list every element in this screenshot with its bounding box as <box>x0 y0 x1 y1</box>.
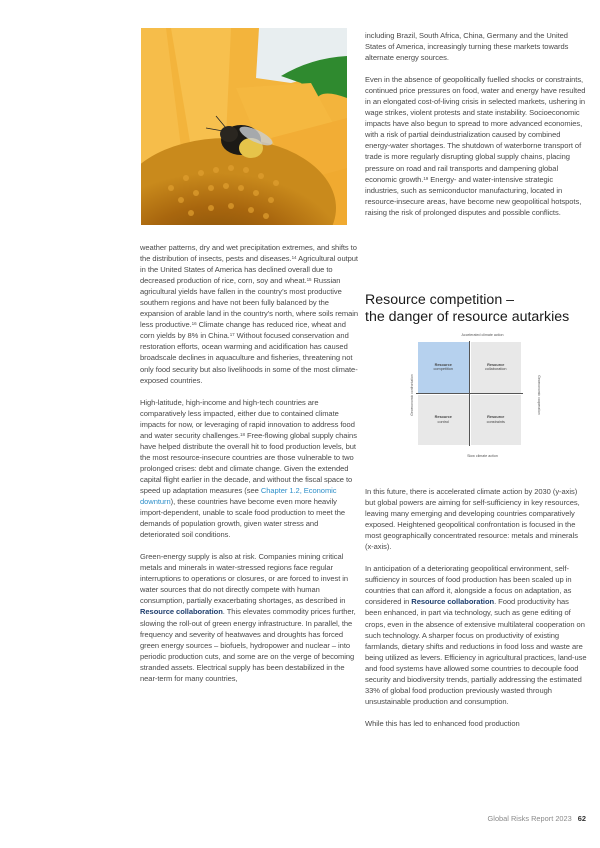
right-column-top <box>365 30 587 229</box>
axis-label-bottom: Slow climate action <box>467 454 498 458</box>
quadrant-resource-constraints: Resource constraints <box>471 395 522 446</box>
section-heading: Resource competition – the danger of resource autarkies <box>365 292 570 325</box>
resource-collaboration-link[interactable]: Resource collaboration <box>411 597 495 607</box>
footnote-ref[interactable]: 16 <box>191 321 197 327</box>
body-paragraph: Green-energy supply is also at risk. Companies mining critical metals and minerals in water-stressed regions face regular interruptions to operations or closures, or are forced to invest in water sources that do not directly compete with human consumption, partially exacerbating shortages, as described in Resource collaboration. This elevates commodity prices further, slowing the roll-out of green energy infrastructure. In parallel, the frequency and severity of heatwaves and droughts has forced green energy sources – biofuels, hydropower and nuclear – into periodic production cuts, and some are on the verge of becoming stranded assets. Electrical supply has been destabilized in the near-term for many countries, <box>140 552 356 683</box>
body-paragraph: including Brazil, South Africa, China, Germany and the United States of America, increasingly turning these markets towards alternate energy sources. <box>365 31 569 63</box>
footnote-ref[interactable]: 17 <box>229 332 235 338</box>
body-paragraph: In anticipation of a deteriorating geopolitical environment, self-sufficiency in sources of food production has been scaled up in countries that can afford it, alongside a focus on adaptation, as considered in Resource collaboration. Food productivity has been enhanced, in part via technology, such as gene editing of crops, even in the absence of extensive multilateral cooperation on such technology. A sharper focus on productivity of existing farmlands, dietary shifts and reductions in food loss and waste are being utilized as levers. Efficiency in agricultural practices, land-use and food systems have allowed some countries to decouple food security and biodiversity trends, partially addressing the estimated 33% of global food production previously wasted through unsustainable production and consumption. <box>365 564 587 706</box>
body-paragraph: While this has led to enhanced food production <box>365 718 520 728</box>
footnote-ref[interactable]: 15 <box>306 277 312 283</box>
quadrant-grid <box>418 342 521 445</box>
footnote-ref[interactable]: 19 <box>423 175 429 181</box>
axis-label-top: Accelerated climate action <box>461 333 504 337</box>
page-number: 62 <box>577 814 586 823</box>
resource-collaboration-link[interactable]: Resource collaboration <box>140 607 223 617</box>
axis-label-left: Geoeconomic confrontation <box>410 374 414 416</box>
body-paragraph: In this future, there is accelerated climate action by 2030 (y-axis) but global powers are aiming for self-sufficiency in key resources, leaving many emerging and developing countries comparatively exposed. Heightened geopolitical confrontation is focused in the most geographically concentrated resource: metals and minerals (x-axis). <box>365 487 580 552</box>
quadrant-resource-collaboration: Resource collaboration <box>471 342 522 393</box>
footnote-ref[interactable]: 14 <box>291 255 297 261</box>
body-paragraph: Even in the absence of geopolitically fuelled shocks or constraints, continued price pressures on food, water and energy have resulted in an elongated cost-of-living crisis in selected markets, ushering in wage strikes, violent protests and state instability. Socioeconomic impacts have also begun to spread to more advanced economies, with a risk of partial deindustrialization caused by combined energy-water shortages. The shutdown of waterborne transport of trade is more regularly disrupting global supply chains, placing pressure on road and rail transports and dampening global economic growth.$^{19}$ Energy- and water-intensive strategic industries, such as semiconductor manufacturing, located in resource-insecure areas, have become new geopolitical hotspots, raising the risk of prolonged disputes and possible conflicts. <box>365 75 586 217</box>
quadrant-resource-competition: Resource competition <box>418 342 469 393</box>
scenario-quadrant-diagram <box>405 333 560 473</box>
page-footer <box>488 814 586 823</box>
axis-label-right: Geoeconomic cooperation <box>537 375 541 415</box>
left-column <box>140 242 358 695</box>
chapter-link-economic-downturn[interactable]: Chapter 1.2, Economic downturn <box>140 485 337 507</box>
x-axis-line <box>416 393 523 394</box>
right-column-bottom <box>365 486 587 740</box>
sunflower-bee-photo <box>141 28 347 225</box>
body-paragraph: High-latitude, high-income and high-tech countries are comparatively less impacted, either due to contained climate impacts for now, or leveraging of rapid innovation to address food and water security challenges.$^{18}$ Free-flowing global supply chains have helped distribute the overall hit to food production levels, but the most resource-insecure countries are those vulnerable to two prolonged crises: debt and climate change. Given the extended capital flight earlier in the decade, and without the fiscal space to speed up adaptation measures (see Chapter 1.2, Economic downturn), these countries have become even more heavily import-dependent, unable to scale food production to meet the demands of population growth, given water stress and deteriorated soil conditions. <box>140 397 357 540</box>
quadrant-resource-control: Resource control <box>418 395 469 446</box>
body-paragraph: weather patterns, dry and wet precipitation extremes, and shifts to the distribution of insects, pests and diseases.$^{14}$ Agricultural output in the United States of America has declined overall due to decreased production of rice, corn, soy and wheat.$^{15}$ Russian agricultural yields have fallen in the country’s most productive southern regions and have not been fully balanced by the expansion of arable land in the country’s north, where soils remain less productive.$^{16}$ Climate change has reduced rice, wheat and corn yields by 8% in China.$^{17}$ Without focused conservation and restoration efforts, ocean warming and acidification has caused broadscale declines in aquaculture and fisheries, threatening not only food security but also livelihoods in some of the most climate-exposed countries. <box>140 243 359 385</box>
report-title: Global Risks Report 2023 <box>487 814 572 823</box>
photo-image-icon <box>141 28 347 225</box>
footnote-ref[interactable]: 18 <box>240 431 245 437</box>
